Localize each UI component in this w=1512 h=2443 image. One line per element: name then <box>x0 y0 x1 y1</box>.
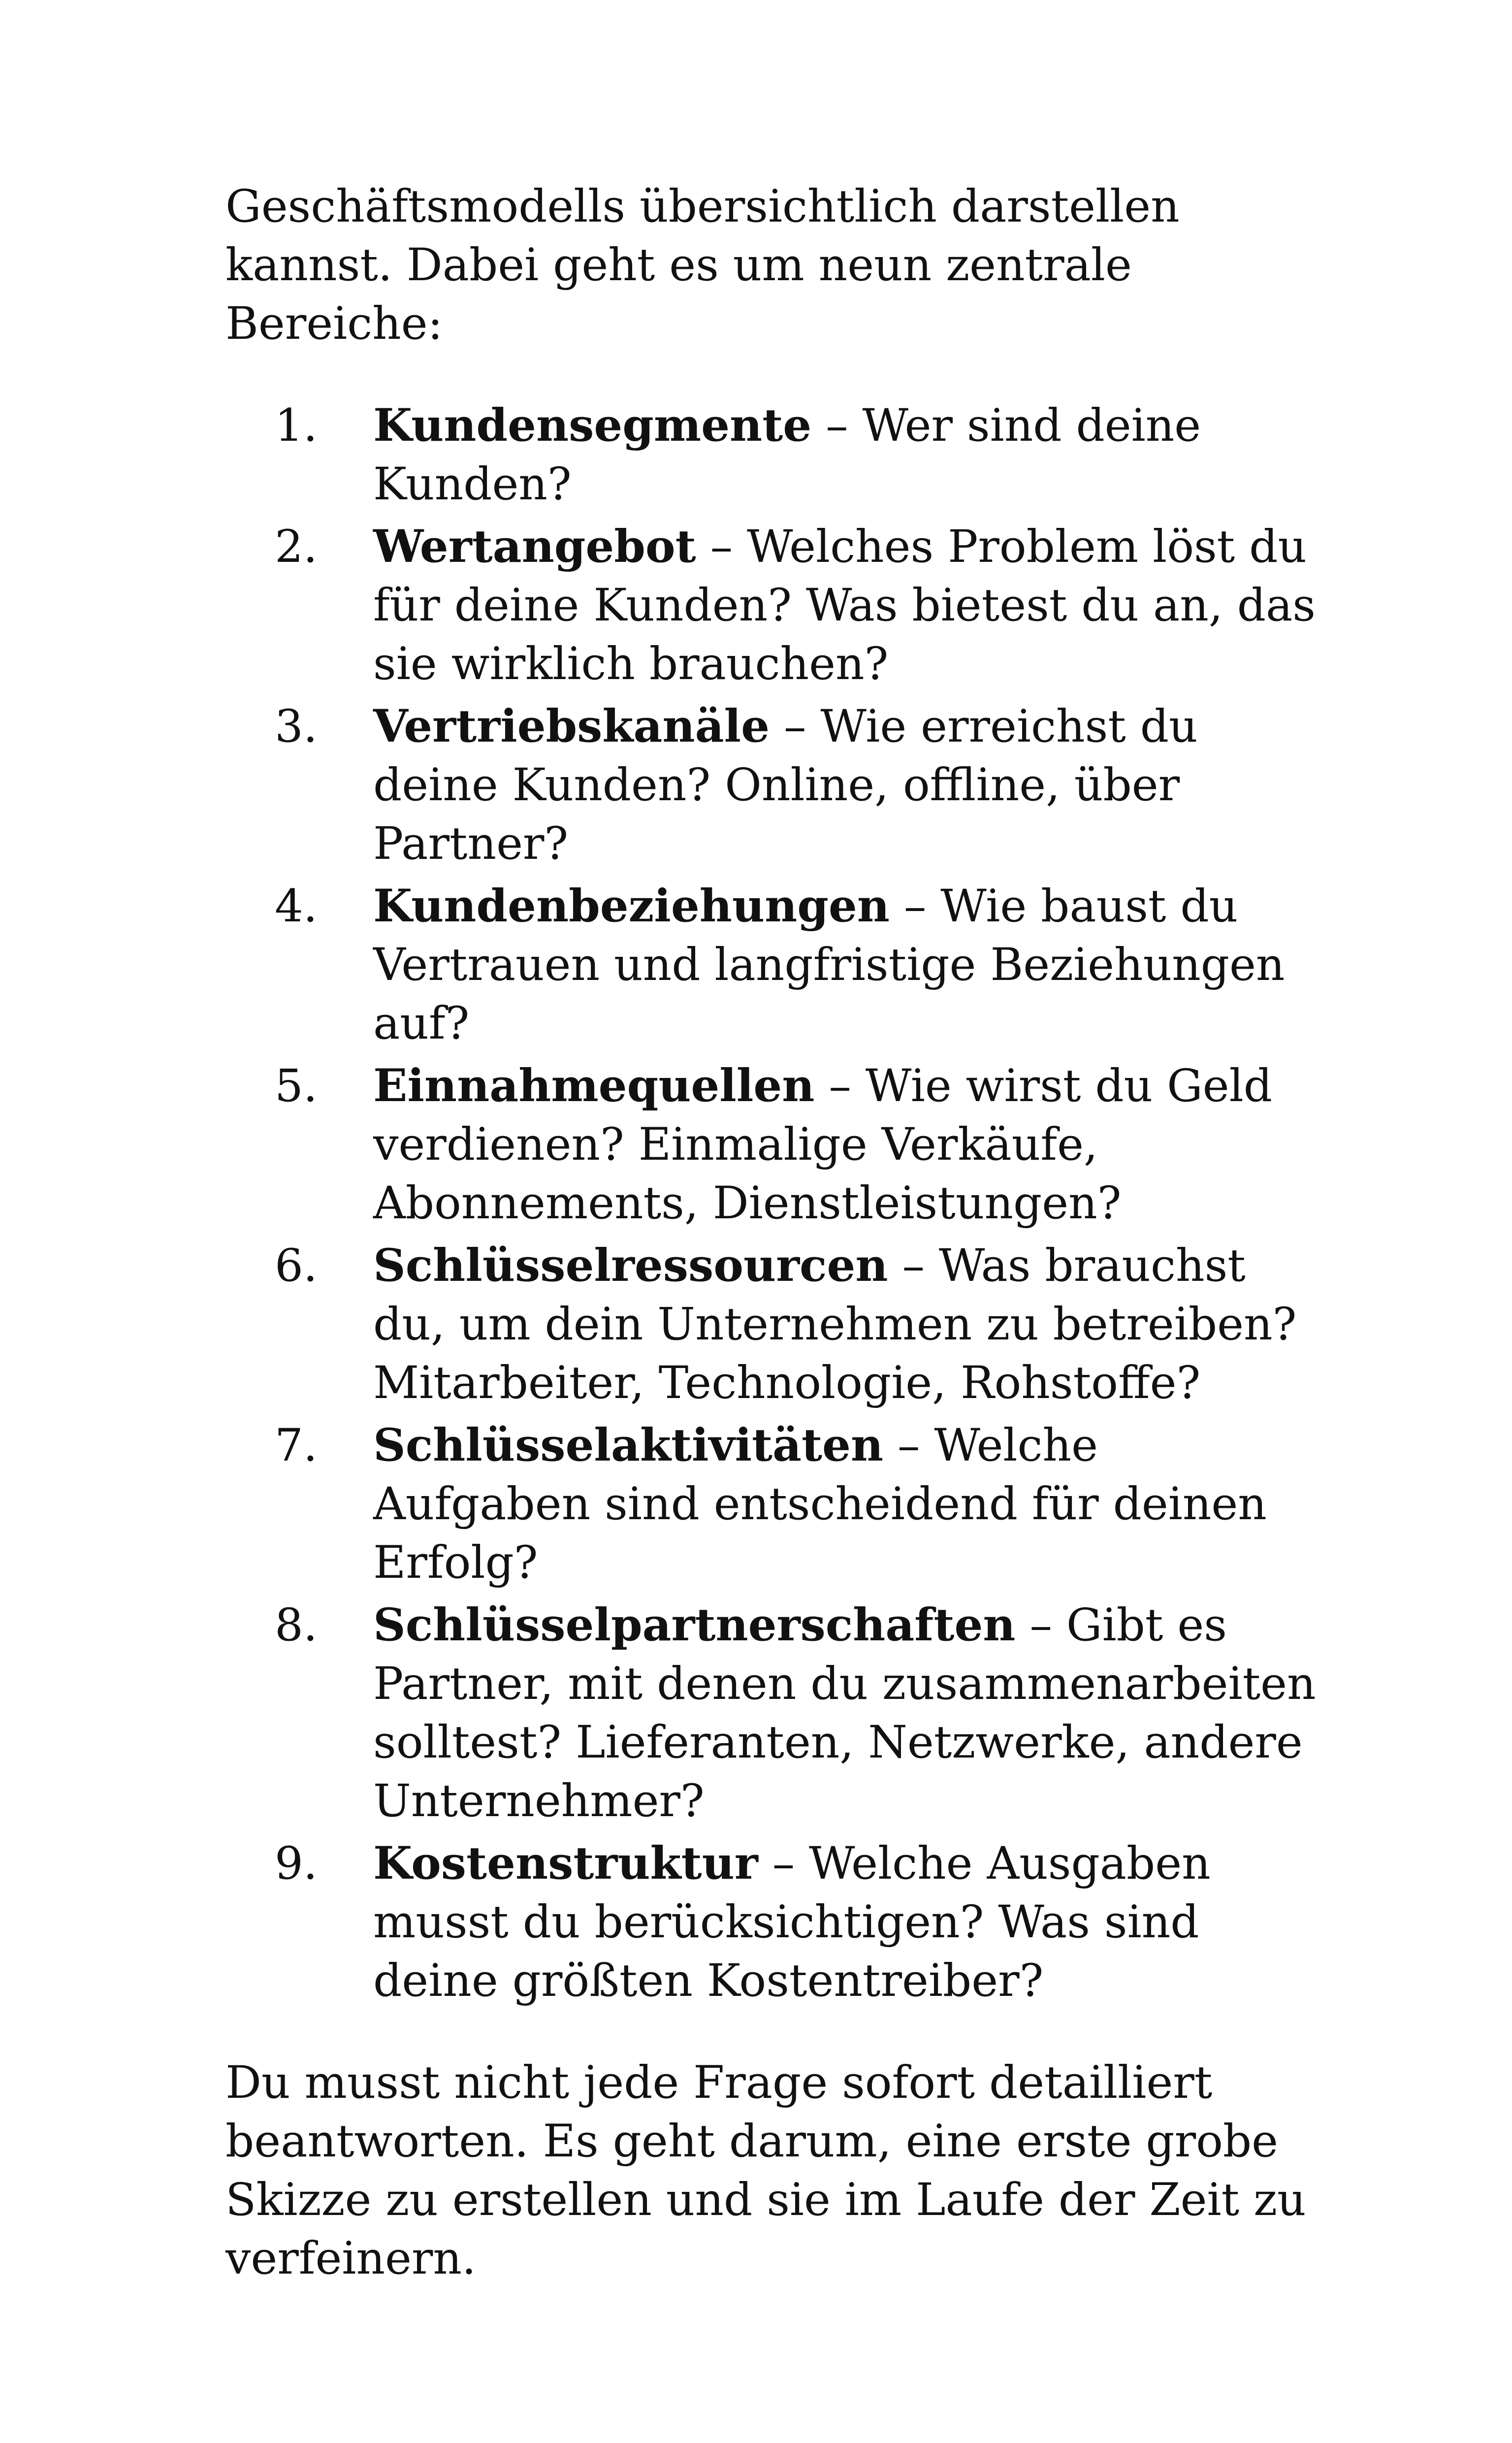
list-item-term: Kundenbeziehungen <box>373 880 890 932</box>
outro-paragraph: Du musst nicht jede Frage sofort detailliert beantworten. Es geht darum, eine erste grobe Skizze zu erstellen und sie im Laufe der Zeit zu verfeinern. <box>225 2057 1306 2284</box>
list-item <box>225 877 1328 1053</box>
list-item <box>225 396 1328 514</box>
list-item-number: 3. <box>275 701 318 752</box>
list-item-term: Schlüsselaktivitäten <box>373 1419 884 1471</box>
list-item-description: – Wie wirst du Geld verdienen? Einmalige Verkäufe, Abonnements, Dienstleistungen? <box>373 1060 1273 1229</box>
list-item-term: Schlüsselpartnerschaften <box>373 1599 1016 1651</box>
list-item <box>225 697 1328 873</box>
list-item-text <box>373 1057 1328 1233</box>
list-item <box>225 1596 1328 1830</box>
list-item-number: 5. <box>275 1060 318 1112</box>
list-item-description: – Welches Problem löst du für deine Kunden? Was bietest du an, das sie wirklich brauchen? <box>373 521 1316 690</box>
list-item-number: 4. <box>275 880 318 932</box>
list-item-description: – Gibt es Partner, mit denen du zusammenarbeiten solltest? Lieferanten, Netzwerke, andere Unternehmer? <box>373 1599 1316 1827</box>
list-item-text <box>373 1416 1328 1592</box>
list-item-number: 1. <box>275 400 318 452</box>
document-page <box>225 177 1328 2288</box>
list-item <box>225 1237 1328 1412</box>
list-item-term: Kundensegmente <box>373 399 812 452</box>
list-item-term: Einnahmequellen <box>373 1060 815 1112</box>
list-item-number: 2. <box>275 521 318 573</box>
list-item-text <box>373 1237 1328 1412</box>
list-item-number: 6. <box>275 1240 318 1292</box>
list-item-text <box>373 1834 1328 2010</box>
list-item-text <box>373 1596 1328 1830</box>
list-item-number: 8. <box>275 1599 318 1651</box>
list-item-text <box>373 518 1328 693</box>
list-item <box>225 1057 1328 1233</box>
list-item-description: – Was brauchst du, um dein Unternehmen zu betreiben? Mitarbeiter, Technologie, Rohstoffe? <box>373 1240 1297 1409</box>
list-item-term: Kostenstruktur <box>373 1837 758 1889</box>
list-item <box>225 1834 1328 2010</box>
list-item-number: 7. <box>275 1420 318 1471</box>
list-item-term: Vertriebskanäle <box>373 700 770 752</box>
list-item-description: – Welche Aufgaben sind entscheidend für deinen Erfolg? <box>373 1420 1267 1589</box>
list-item-description: – Wie baust du Vertrauen und langfristige Beziehungen auf? <box>373 880 1285 1049</box>
intro-paragraph: Geschäftsmodells übersichtlich darstellen kannst. Dabei geht es um neun zentrale Bereiche: <box>225 181 1180 350</box>
list-item-term: Schlüsselressourcen <box>373 1239 888 1292</box>
list-item <box>225 1416 1328 1592</box>
list-item-text <box>373 877 1328 1053</box>
list-item <box>225 518 1328 693</box>
list-item-description: – Wie erreichst du deine Kunden? Online, offline, über Partner? <box>373 701 1198 870</box>
list-item-text <box>373 396 1328 514</box>
list-item-description: – Wer sind deine Kunden? <box>373 400 1201 510</box>
list-item-text <box>373 697 1328 873</box>
list-item-term: Wertangebot <box>373 521 696 573</box>
list-item-number: 9. <box>275 1838 318 1889</box>
business-model-list <box>225 396 1328 2010</box>
list-item-description: – Welche Ausgaben musst du berücksichtigen? Was sind deine größten Kostentreiber? <box>373 1838 1211 2007</box>
